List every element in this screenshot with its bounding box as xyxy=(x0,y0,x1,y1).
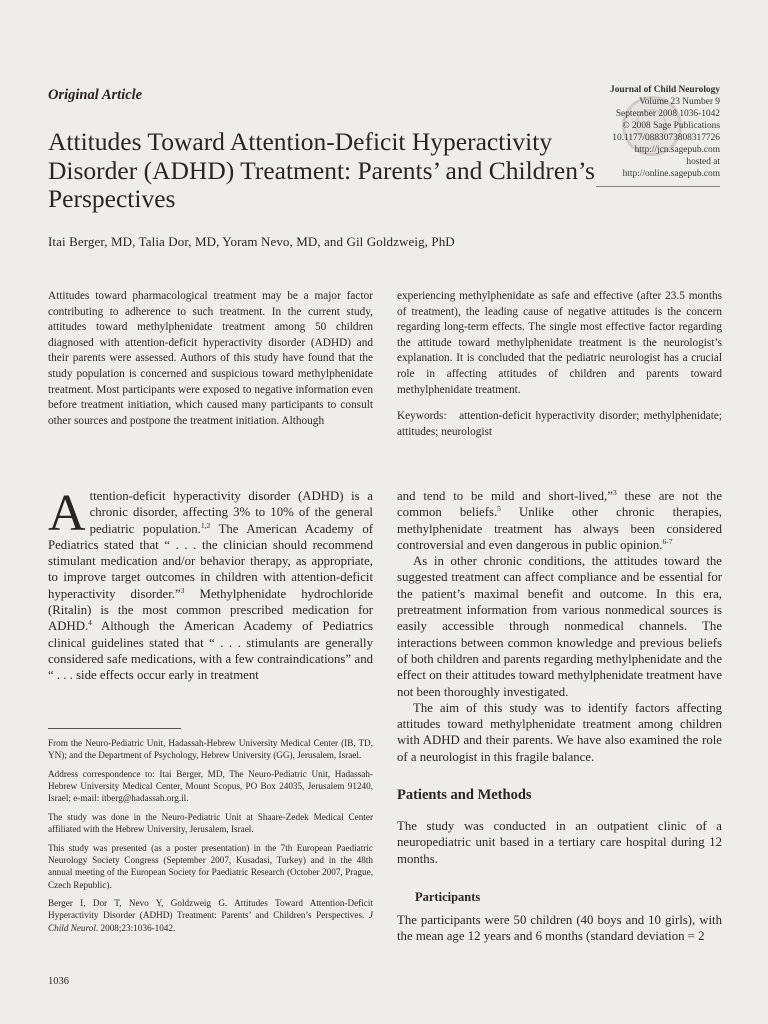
intro-text: Unlike other chronic therapies, methylphenidate treatment has always been considered controversial and even dangerous in public opinion. xyxy=(397,505,722,552)
intro-text: these are not the common beliefs. xyxy=(397,489,723,520)
journal-name: Journal of Child Neurology xyxy=(610,85,720,95)
participants-paragraph: The participants were 50 children (40 boys and 10 girls), with the mean age 12 years and 6 months (standard deviation = 2 xyxy=(397,913,722,944)
methods-paragraph: The study was conducted in an outpatient clinic of a neuropediatric unit based in a tertiary care hospital during 12 months. xyxy=(397,819,722,866)
section-heading-methods: Patients and Methods xyxy=(397,787,532,803)
journal-copyright: © 2008 Sage Publications xyxy=(622,121,720,131)
page-number: 1036 xyxy=(48,976,69,987)
footnote-presentation: This study was presented (as a poster presentation) in the 7th European Paediatric Neurology Society Congress (September 2007, Kusadasi, Turkey) and in the 48th annual meeting of the European Society for Paediatric Research (October 2007, Prague, Czech Republic). xyxy=(48,842,373,890)
keywords: Keywords: attention-deficit hyperactivity disorder; methylphenidate; attitudes; neurologist xyxy=(397,410,722,438)
footnote-citation xyxy=(48,897,373,934)
footnote-study-location: The study was done in the Neuro-Pediatric Unit at Shaare-Zedek Medical Center affiliated with the Hebrew University, Jerusalem, Israel. xyxy=(48,812,373,835)
intro-text: Although the American Academy of Pediatrics clinical guidelines stated that “ . . . stimulants are generally considered safe medications, with a few contraindications” and “ . . . side effects occur early in treatment xyxy=(48,619,373,683)
article-title: Attitudes Toward Attention-Deficit Hyperactivity Disorder (ADHD) Treatment: Parents’ and Children’s Perspectives xyxy=(48,127,595,213)
citation-ref[interactable]: 1,2 xyxy=(200,520,211,530)
footnote-correspondence: Address correspondence to: Itai Berger, MD, The Neuro-Pediatric Unit, Hadassah-Hebrew University Medical Center, Mount Scopus, PO Box 24035, Jerusalem 91240, Israel; e-mail: itberg@hadassah.org.il. xyxy=(48,768,373,804)
intro-text: and tend to be mild and short-lived,” xyxy=(397,489,613,503)
journal-volume: Volume 23 Number 9 xyxy=(639,97,720,107)
footnote-rule xyxy=(48,728,181,729)
keywords-text: attention-deficit hyperactivity disorder; methylphenidate; attitudes; neurologist xyxy=(397,410,722,438)
intro-text: ttention-deficit hyperactivity disorder (ADHD) is a chronic disorder, affecting 3% to 10% of the general pediatric population. xyxy=(89,489,373,536)
journal-hosted-label: hosted at xyxy=(686,157,720,167)
journal-date-pages: September 2008 1036-1042 xyxy=(615,109,720,119)
citation-ref[interactable]: 4 xyxy=(88,618,92,628)
intro-text: Methylphenidate hydrochloride (Ritalin) is the most common prescribed medication for ADHD. xyxy=(48,586,373,634)
footnotes-block xyxy=(48,737,373,940)
intro-continued-paragraph xyxy=(397,488,722,553)
citation-ref[interactable]: 6-7 xyxy=(662,536,673,546)
journal-info-rule xyxy=(596,186,720,187)
citation-ref[interactable]: 3 xyxy=(180,585,185,595)
author-list: Itai Berger, MD, Talia Dor, MD, Yoram Nevo, MD, and Gil Goldzweig, PhD xyxy=(48,234,455,249)
body-column-left xyxy=(48,485,373,684)
body-column-right xyxy=(397,488,722,765)
body-paragraph: As in other chronic conditions, the attitudes toward the suggested treatment can affect compliance and be essential for the patient’s maximal benefit and outcome. In this era, pretreatment information from various nonmedical sources is easily accessible through nonmedical channels. The interactions between common knowledge and previous beliefs of both children and parents regarding methylphenidate and the effect on their attitudes toward methylphenidate treatment have not been thoroughly investigated. xyxy=(397,554,722,699)
drop-cap: A xyxy=(48,485,86,542)
journal-online-url[interactable]: http://online.sagepub.com xyxy=(622,169,720,179)
citation-ref[interactable]: 5 xyxy=(497,504,501,514)
intro-text: The American Academy of Pediatrics stated that “ . . . the clinician should recommend stimulant medication and/or behavior therapy, as appropriate, to improve target outcomes in children with attention-deficit hyperactivity disorder.” xyxy=(48,521,373,601)
article-type-label: Original Article xyxy=(48,87,143,103)
abstract-text-right: experiencing methylphenidate as safe and effective (after 23.5 months of treatment), the leading cause of negative attitudes is the concern regarding long-term effects. The single most effective factor regarding the attitude toward methylphenidate treatment is the neurologist’s explanation. It is concluded that the pediatric neurologist has a crucial role in affecting attitudes of children and parents toward methylphenidate treatment. xyxy=(397,290,722,396)
intro-paragraph xyxy=(48,485,373,684)
journal-url[interactable]: http://jcn.sagepub.com xyxy=(634,145,720,155)
journal-doi: 10.1177/0883073808317726 xyxy=(612,133,720,143)
body-paragraph: The aim of this study was to identify factors affecting attitudes toward methylphenidate treatment among children with ADHD and their parents. We have also examined the role of a neurologist in this fragile balance. xyxy=(397,700,722,764)
citation-journal: J Child Neurol xyxy=(48,910,373,933)
footnote-affiliation: From the Neuro-Pediatric Unit, Hadassah-Hebrew University Medical Center (IB, TD, YN); and the Department of Psychology, Hebrew University (GG), Jerusalem, Israel. xyxy=(48,738,373,761)
abstract-text-left: Attitudes toward pharmacological treatment may be a major factor contributing to adherence to such treatment. In the current study, attitudes toward methylphenidate treatment among 50 children diagnosed with attention-deficit hyperactivity disorder (ADHD) and their parents were assessed. Authors of this study have found that the study population is concerned and suspicious toward methylphenidate treatment. Most participants were exposed to negative information even before treatment initiation, which caused many participants to consult other sources and postpone the treatment initiation. Although xyxy=(48,290,373,427)
keywords-label: Keywords xyxy=(397,410,444,423)
citation-ref[interactable]: 3 xyxy=(612,488,617,497)
abstract-column-right xyxy=(397,289,722,440)
citation-text: . 2008;23:1036-1042. xyxy=(95,922,176,933)
subheading-participants: Participants xyxy=(415,890,481,904)
citation-text: Berger I, Dor T, Nevo Y, Goldzweig G. Attitudes Toward Attention-Deficit Hyperactivity Disorder (ADHD) Treatment: Parents’ and Children’s Perspectives. xyxy=(48,898,373,921)
abstract-column-left xyxy=(48,289,373,429)
